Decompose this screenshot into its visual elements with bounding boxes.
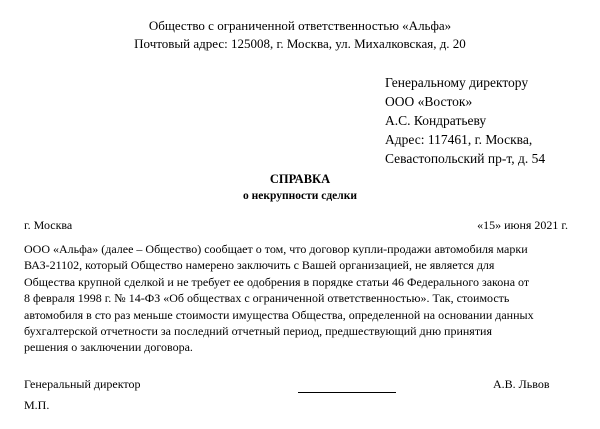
signature-line [298,392,396,393]
sender-name: Общество с ограниченной ответственностью «Альфа» [148,18,452,33]
signature-position: Генеральный директор [24,377,141,391]
body-line: бухгалтерской отчетности за последний отчетный период, предшествующий дню принятия [24,324,492,339]
body-line: ВАЗ-21102, который Общество намерено заключить с Вашей организацией, не является для [24,258,495,273]
body-line: 8 февраля 1998 г. № 14-ФЗ «Об обществах с ограниченной ответственностью». Так, стоимость [24,291,510,306]
body-line: автомобиля в сто раз меньше стоимости имущества Общества, определенной на основании данных [24,307,534,322]
recipient-line: ООО «Восток» [385,94,473,109]
document-subtitle: о некрупности сделки [243,190,357,202]
recipient-line: Севастопольский пр-т, д. 54 [385,151,546,166]
sender-postal-address: Почтовый адрес: 125008, г. Москва, ул. Михалковская, д. 20 [134,36,466,51]
body-line: Общества крупной сделкой и не требует ее одобрения в порядке статьи 46 Федерального закона от [24,274,530,289]
document-title: СПРАВКА [269,172,331,186]
recipient-line: А.С. Кондратьеву [385,113,487,128]
signature-name: А.В. Львов [493,377,550,391]
document-body [24,241,579,356]
stamp-placeholder: М.П. [24,398,50,412]
recipient-block [385,73,545,168]
body-line: ООО «Альфа» (далее – Общество) сообщает о том, что договор купли-продажи автомобиля марки [24,242,528,256]
sender-header [0,17,600,53]
document-place: г. Москва [24,218,73,232]
recipient-line: Генеральному директору [385,75,529,90]
body-line: решения о заключении договора. [24,340,193,355]
document-date: «15» июня 2021 г. [477,218,568,232]
document-title-block [0,171,600,205]
recipient-line: Адрес: 117461, г. Москва, [385,132,533,147]
